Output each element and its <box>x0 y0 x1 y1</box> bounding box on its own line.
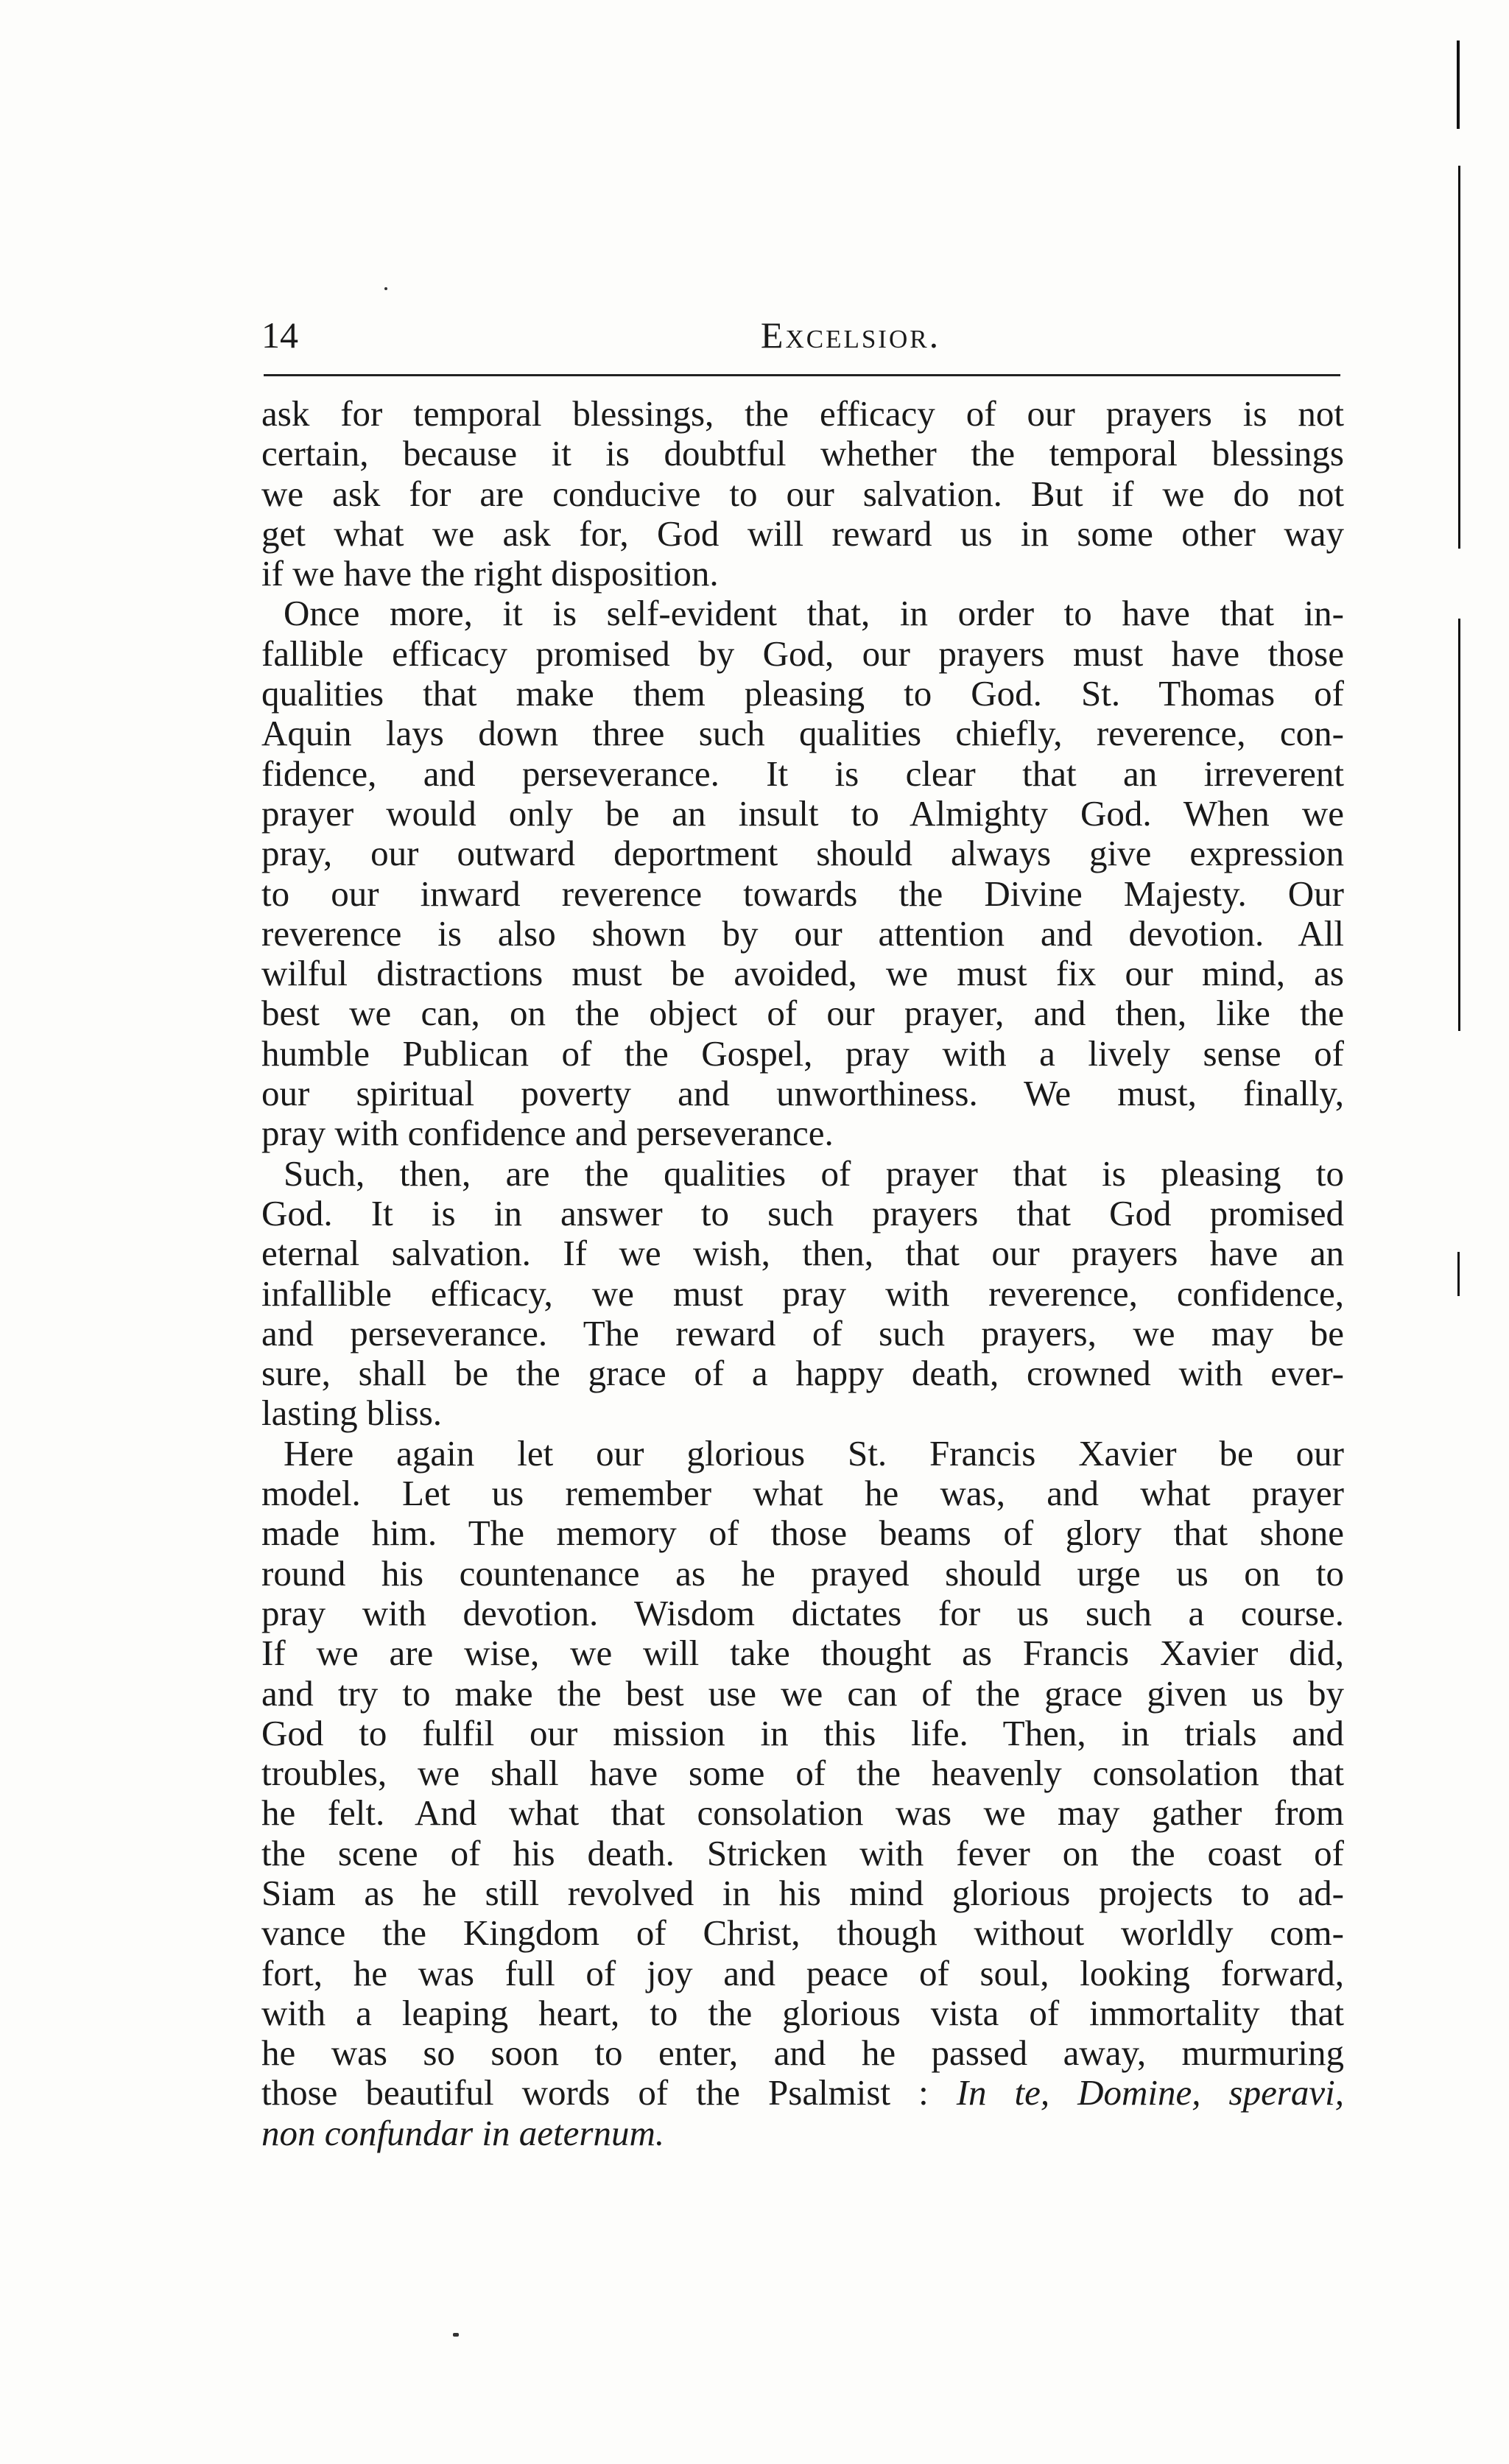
body-text <box>261 394 1344 2153</box>
text-line: pray, our outward deportment should always give expression <box>261 833 1344 874</box>
text-line: qualities that make them pleasing to God. St. Thomas of <box>261 673 1344 714</box>
text-line: sure, shall be the grace of a happy death, crowned with ever- <box>261 1353 1344 1394</box>
text-line <box>261 2073 1344 2113</box>
text-line: humble Publican of the Gospel, pray with a lively sense of <box>261 1032 1344 1074</box>
text-line: If we are wise, we will take thought as Francis Xavier did, <box>261 1633 1344 1674</box>
text-line: Here again let our glorious St. Francis Xavier be our <box>284 1432 1344 1474</box>
header-rule <box>264 374 1340 376</box>
text-line: he was so soon to enter, and he passed away, murmuring <box>261 2032 1344 2074</box>
text-line: fort, he was full of joy and peace of soul, looking forward, <box>261 1952 1344 1993</box>
text-line: God to fulfil our mission in this life. Then, in trials and <box>261 1712 1344 1753</box>
text-line: best we can, on the object of our prayer, and then, like the <box>261 993 1344 1034</box>
text-line: Such, then, are the qualities of prayer that is pleasing to <box>284 1152 1344 1194</box>
text-line: our spiritual poverty and unworthiness. We must, finally, <box>261 1073 1344 1114</box>
text-line: vance the Kingdom of Christ, though without worldly com- <box>261 1912 1344 1954</box>
text-line: lasting bliss. <box>261 1393 443 1434</box>
text-line: God. It is in answer to such prayers that God promised <box>261 1192 1344 1233</box>
text-line: he felt. And what that consolation was we may gather from <box>261 1792 1344 1834</box>
page-number: 14 <box>261 314 298 356</box>
text-line: Aquin lays down three such qualities chiefly, reverence, con- <box>261 713 1344 754</box>
text-line: if we have the right disposition. <box>261 553 719 594</box>
text-line: pray with confidence and perseverance. <box>261 1113 834 1154</box>
text-line: reverence is also shown by our attention and devotion. All <box>261 912 1344 954</box>
closing-lead: those beautiful words of the Psalmist : <box>261 2072 957 2113</box>
text-line: with a leaping heart, to the glorious vista of immortality that <box>261 1992 1344 2033</box>
latin-quote-part-2: non confundar in aeternum. <box>261 2112 665 2153</box>
running-title: Excelsior. <box>760 314 941 356</box>
scan-edge-mark <box>1457 41 1460 129</box>
text-line: troubles, we shall have some of the heavenly consolation that <box>261 1753 1344 1794</box>
text-line: get what we ask for, God will reward us in some other way <box>261 513 1344 554</box>
text-line: pray with devotion. Wisdom dictates for us such a course. <box>261 1592 1344 1633</box>
text-line: ask for temporal blessings, the efficacy of our prayers is not <box>261 393 1344 434</box>
text-line: Siam as he still revolved in his mind glorious projects to ad- <box>261 1872 1344 1913</box>
text-line: we ask for are conducive to our salvation. But if we do not <box>261 473 1344 514</box>
ink-speck <box>384 287 387 290</box>
text-line: and perseverance. The reward of such prayers, we may be <box>261 1312 1344 1354</box>
text-line: Once more, it is self-evident that, in order to have that in- <box>284 593 1344 634</box>
text-line: model. Let us remember what he was, and what prayer <box>261 1473 1344 1514</box>
text-line: round his countenance as he prayed should urge us on to <box>261 1552 1344 1594</box>
scan-edge-mark <box>1458 619 1460 1031</box>
text-line: eternal salvation. If we wish, then, that our prayers have an <box>261 1233 1344 1274</box>
scan-edge-mark <box>1457 1252 1460 1296</box>
ink-speck <box>453 2333 459 2337</box>
text-line: fidence, and perseverance. It is clear that an irreverent <box>261 753 1344 794</box>
text-line: and try to make the best use we can of the grace given us by <box>261 1672 1344 1714</box>
text-line: prayer would only be an insult to Almighty God. When we <box>261 792 1344 834</box>
text-line: certain, because it is doubtful whether the temporal blessings <box>261 433 1344 474</box>
text-line: wilful distractions must be avoided, we must fix our mind, as <box>261 953 1344 994</box>
scan-edge-mark <box>1458 166 1460 549</box>
text-line: infallible efficacy, we must pray with reverence, confidence, <box>261 1273 1344 1314</box>
text-line: to our inward reverence towards the Divine Majesty. Our <box>261 873 1344 914</box>
page-header <box>261 309 1344 361</box>
text-line: fallible efficacy promised by God, our prayers must have those <box>261 633 1344 674</box>
text-line: made him. The memory of those beams of glory that shone <box>261 1513 1344 1554</box>
latin-quote-part-1: In te, Domine, speravi, <box>956 2072 1344 2113</box>
text-line: the scene of his death. Stricken with fever on the coast of <box>261 1832 1344 1873</box>
